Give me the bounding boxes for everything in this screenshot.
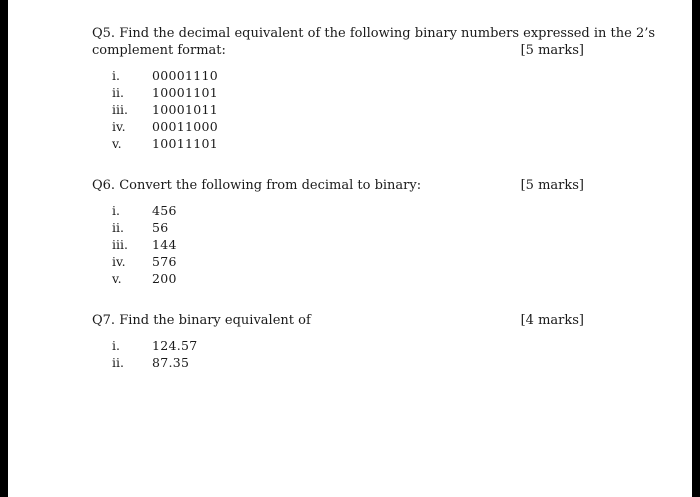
q5-item-value: 00011000 <box>152 119 219 134</box>
q5-item-number: iii. <box>112 102 128 117</box>
q5-item-value: 10011101 <box>152 136 219 151</box>
q7-list-item <box>8 338 692 354</box>
q5-question-line-2: complement format: <box>92 43 226 58</box>
q6-item-number: ii. <box>112 220 124 235</box>
q6-list-item <box>8 271 692 287</box>
q6-item-number: i. <box>112 203 120 218</box>
q5-item-value: 10001101 <box>152 85 219 100</box>
q5-marks: [5 marks] <box>520 43 584 58</box>
q6-list-item <box>8 203 692 219</box>
q7-list-item <box>8 355 692 371</box>
q6-item-number: iv. <box>112 254 126 269</box>
q6-item-value: 56 <box>152 220 169 235</box>
q6-question: Q6. Convert the following from decimal to binary: <box>92 178 422 193</box>
q6-item-number: v. <box>112 271 122 286</box>
q5-list-item <box>8 136 692 152</box>
q7-item-value: 124.57 <box>152 338 198 353</box>
q6-list-item <box>8 237 692 253</box>
q7-item-number: ii. <box>112 355 124 370</box>
q7-question: Q7. Find the binary equivalent of <box>92 313 311 328</box>
q7-marks: [4 marks] <box>520 313 584 328</box>
q7-item-value: 87.35 <box>152 355 190 370</box>
q6-item-value: 144 <box>152 237 177 252</box>
q6-marks: [5 marks] <box>520 178 584 193</box>
q5-question-line-1: Q5. Find the decimal equivalent of the following binary numbers expressed in the 2’s <box>92 26 656 41</box>
q5-item-value: 10001011 <box>152 102 219 117</box>
q6-list-item <box>8 254 692 270</box>
q6-item-number: iii. <box>112 237 128 252</box>
q5-list-item <box>8 119 692 135</box>
q5-item-number: iv. <box>112 119 126 134</box>
q6-item-value: 456 <box>152 203 177 218</box>
q6-item-value: 200 <box>152 271 177 286</box>
q5-list-item <box>8 85 692 101</box>
q7-item-number: i. <box>112 338 120 353</box>
q5-list-item <box>8 68 692 84</box>
q5-item-number: i. <box>112 68 120 83</box>
q6-item-value: 576 <box>152 254 177 269</box>
document-page <box>8 0 692 497</box>
q5-item-number: v. <box>112 136 122 151</box>
q6-list-item <box>8 220 692 236</box>
q5-item-value: 00001110 <box>152 68 219 83</box>
q5-list-item <box>8 102 692 118</box>
q5-item-number: ii. <box>112 85 124 100</box>
